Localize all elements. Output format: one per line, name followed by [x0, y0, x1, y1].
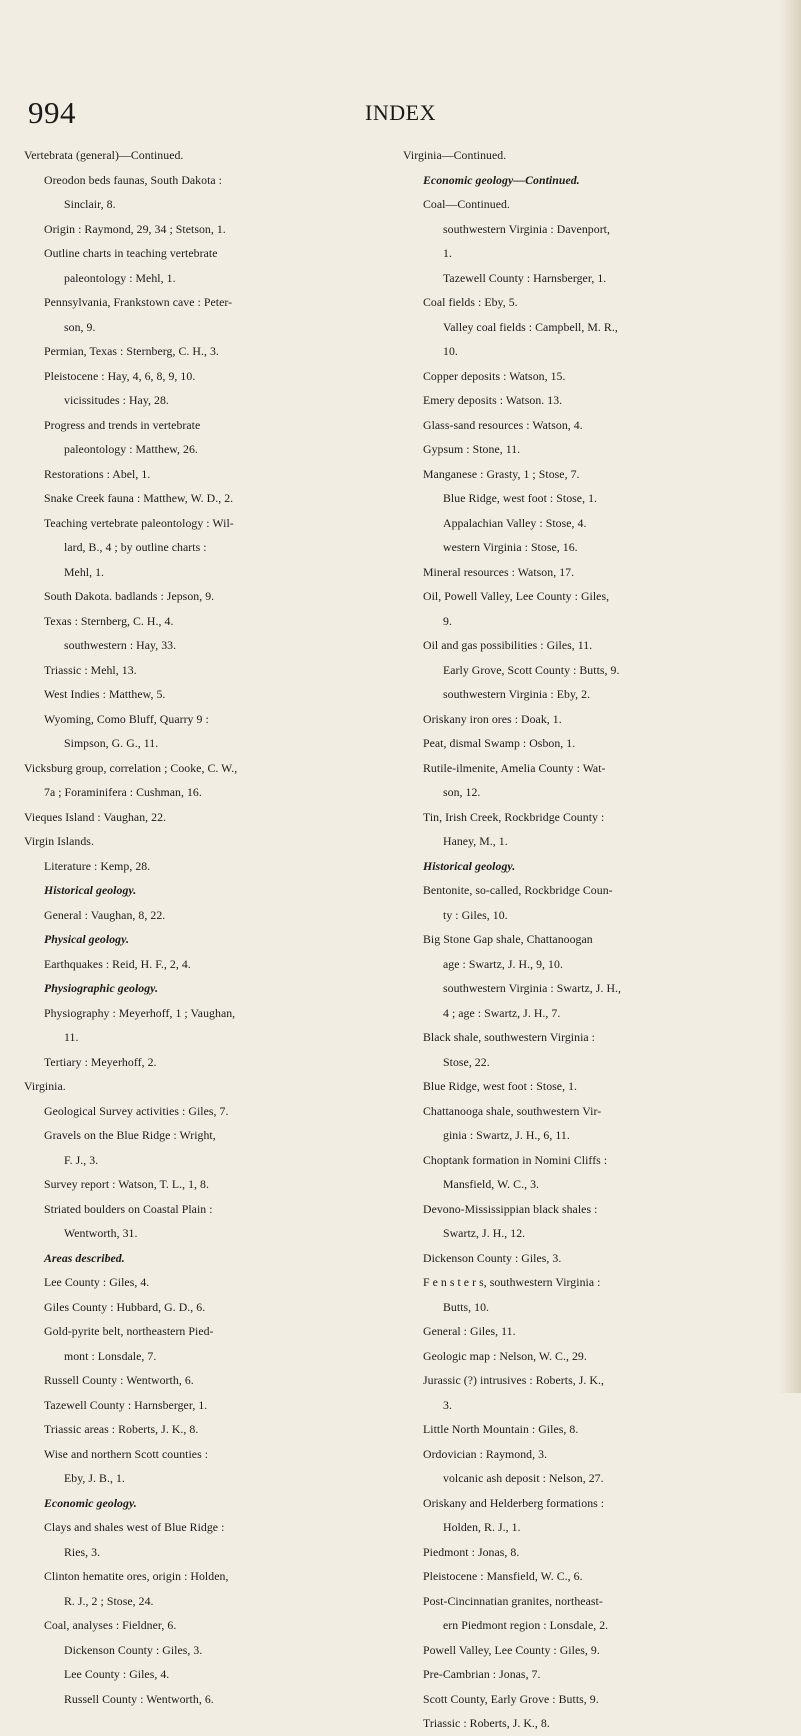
page-header [0, 96, 801, 136]
index-entry-line: lard, B., 4 ; by outline charts : [64, 540, 207, 554]
index-entry-line: ginia : Swartz, J. H., 6, 11. [443, 1128, 570, 1142]
index-entry-line: Virginia—Continued. [403, 148, 507, 162]
index-entry-line: Triassic areas : Roberts, J. K., 8. [44, 1422, 199, 1436]
index-entry-line: Eby, J. B., 1. [64, 1471, 125, 1485]
index-entry-line: Progress and trends in vertebrate [44, 417, 201, 432]
index-entry-line: Blue Ridge, west foot : Stose, 1. [423, 1079, 578, 1093]
index-entry-line: Little North Mountain : Giles, 8. [423, 1422, 579, 1436]
index-entry-line: Wentworth, 31. [64, 1226, 138, 1240]
index-entry-line: Triassic : Mehl, 13. [44, 662, 137, 677]
index-entry-line: Clays and shales west of Blue Ridge : [44, 1520, 225, 1534]
section-heading: Areas described. [44, 1250, 125, 1265]
index-entry-line: paleontology : Mehl, 1. [64, 270, 176, 285]
index-entry-line: 1. [443, 246, 452, 260]
index-entry-line: Mansfield, W. C., 3. [443, 1177, 540, 1191]
index-entry-line: Lee County : Giles, 4. [64, 1667, 170, 1681]
index-entry-line: 7a ; Foraminifera : Cushman, 16. [44, 785, 202, 799]
index-entry-line: Coal—Continued. [423, 197, 510, 211]
index-entry-line: F e n s t e r s, southwestern Virginia : [423, 1275, 601, 1289]
index-entry-line: Survey report : Watson, T. L., 1, 8. [44, 1177, 210, 1191]
index-entry-line: Coal fields : Eby, 5. [423, 295, 518, 309]
index-entry-line: Peat, dismal Swamp : Osbon, 1. [423, 736, 576, 750]
index-entry-line: F. J., 3. [64, 1152, 99, 1167]
index-entry-line: Vieques Island : Vaughan, 22. [24, 809, 167, 824]
index-entry-line: Black shale, southwestern Virginia : [423, 1030, 596, 1044]
index-entry-line: 9. [443, 613, 452, 628]
index-entry-line: Chattanooga shale, southwestern Vir- [423, 1103, 602, 1118]
index-entry-line: southwestern Virginia : Davenport, [443, 221, 610, 236]
section-heading: Economic geology. [44, 1495, 137, 1510]
index-entry-line: Vertebrata (general)—Continued. [24, 148, 184, 162]
index-entry-line: ern Piedmont region : Lonsdale, 2. [443, 1618, 609, 1632]
index-entry-line: Piedmont : Jonas, 8. [423, 1544, 520, 1559]
index-entry-line: Oriskany and Helderberg formations : [423, 1495, 605, 1510]
index-entry-line: 10. [443, 344, 458, 358]
index-entry-line: Virgin Islands. [24, 834, 94, 848]
index-entry-line: Powell Valley, Lee County : Giles, 9. [423, 1642, 600, 1657]
index-entry-line: southwestern : Hay, 33. [64, 638, 177, 652]
index-entry-line: Ries, 3. [64, 1544, 101, 1559]
index-entry-line: vicissitudes : Hay, 28. [64, 393, 169, 407]
index-entry-line: Physiography : Meyerhoff, 1 ; Vaughan, [44, 1005, 236, 1020]
index-entry-line: Swartz, J. H., 12. [443, 1226, 526, 1240]
index-entry-line: Gypsum : Stone, 11. [423, 442, 521, 456]
index-entry-line: Coal, analyses : Fieldner, 6. [44, 1618, 177, 1632]
index-entry-line: 3. [443, 1397, 452, 1412]
index-entry-line: Appalachian Valley : Stose, 4. [443, 515, 587, 530]
index-entry-line: Oil and gas possibilities : Giles, 11. [423, 638, 593, 652]
index-entry-line: Russell County : Wentworth, 6. [44, 1373, 194, 1387]
index-entry-line: Mehl, 1. [64, 564, 105, 579]
index-entry-line: southwestern Virginia : Swartz, J. H., [443, 981, 622, 995]
index-entry-line: Dickenson County : Giles, 3. [64, 1642, 203, 1657]
index-entry-line: Ordovician : Raymond, 3. [423, 1446, 548, 1461]
index-entry-line: Permian, Texas : Sternberg, C. H., 3. [44, 344, 219, 358]
index-entry-line: Teaching vertebrate paleontology : Wil- [44, 515, 234, 530]
index-entry-line: R. J., 2 ; Stose, 24. [64, 1593, 154, 1608]
index-entry-line: Valley coal fields : Campbell, M. R., [443, 319, 618, 334]
index-entry-line: volcanic ash deposit : Nelson, 27. [443, 1471, 604, 1485]
index-entry-line: Geologic map : Nelson, W. C., 29. [423, 1348, 587, 1363]
index-entry-line: Early Grove, Scott County : Butts, 9. [443, 662, 620, 677]
index-entry-line: Sinclair, 8. [64, 197, 116, 211]
index-entry-line: Tin, Irish Creek, Rockbridge County : [423, 809, 605, 824]
index-entry-line: Holden, R. J., 1. [443, 1520, 521, 1534]
running-head: INDEX [365, 100, 436, 125]
index-entry-line: Emery deposits : Watson. 13. [423, 393, 563, 407]
index-entry-line: South Dakota. badlands : Jepson, 9. [44, 589, 215, 603]
index-entry-line: Mineral resources : Watson, 17. [423, 564, 575, 579]
index-entry-line: Pre-Cambrian : Jonas, 7. [423, 1667, 541, 1681]
index-entry-line: Big Stone Gap shale, Chattanoogan [423, 932, 593, 946]
index-entry-line: son, 12. [443, 785, 481, 799]
section-heading: Historical geology. [423, 858, 516, 873]
index-entry-line: Wise and northern Scott counties : [44, 1446, 209, 1461]
index-entry-line: Earthquakes : Reid, H. F., 2, 4. [44, 956, 191, 971]
index-entry-line: Blue Ridge, west foot : Stose, 1. [443, 491, 598, 505]
index-entry-line: ty : Giles, 10. [443, 907, 508, 922]
index-entry-line: General : Vaughan, 8, 22. [44, 907, 166, 922]
page-number: 994 [28, 95, 76, 130]
index-entry-line: Vicksburg group, correlation ; Cooke, C. W., [24, 760, 238, 775]
index-entry-line: Bentonite, so-called, Rockbridge Coun- [423, 883, 613, 897]
index-entry-line: western Virginia : Stose, 16. [443, 540, 578, 554]
index-entry-line: Gold-pyrite belt, northeastern Pied- [44, 1324, 214, 1338]
index-entry-line: Triassic : Roberts, J. K., 8. [423, 1716, 550, 1730]
index-entry-line: Oil, Powell Valley, Lee County : Giles, [423, 589, 610, 603]
section-heading: Physical geology. [44, 932, 129, 946]
index-entry-line: West Indies : Matthew, 5. [44, 687, 166, 701]
index-entry-line: Devono-Mississippian black shales : [423, 1201, 598, 1216]
index-entry-line: southwestern Virginia : Eby, 2. [443, 687, 591, 701]
index-entry-line: Dickenson County : Giles, 3. [423, 1250, 562, 1265]
index-entry-line: paleontology : Matthew, 26. [64, 442, 198, 456]
index-entry-line: Stose, 22. [443, 1054, 490, 1069]
index-entry-line: Virginia. [24, 1079, 66, 1093]
index-entry-line: Literature : Kemp, 28. [44, 858, 151, 873]
index-entry-line: Lee County : Giles, 4. [44, 1275, 150, 1289]
index-entry-line: Rutile-ilmenite, Amelia County : Wat- [423, 760, 606, 775]
section-heading: Physiographic geology. [44, 981, 159, 995]
index-entry-line: Oreodon beds faunas, South Dakota : [44, 172, 223, 187]
index-entry-line: Giles County : Hubbard, G. D., 6. [44, 1299, 206, 1314]
index-entry-line: Simpson, G. G., 11. [64, 736, 159, 750]
index-entry-line: Jurassic (?) intrusives : Roberts, J. K., [423, 1373, 604, 1387]
index-entry-line: age : Swartz, J. H., 9, 10. [443, 956, 563, 971]
index-entry-line: Post-Cincinnatian granites, northeast- [423, 1593, 603, 1608]
index-entry-line: Pleistocene : Hay, 4, 6, 8, 9, 10. [44, 368, 196, 383]
index-entry-line: Striated boulders on Coastal Plain : [44, 1201, 213, 1216]
index-entry-line: Texas : Sternberg, C. H., 4. [44, 613, 174, 628]
index-entry-line: Butts, 10. [443, 1299, 490, 1314]
section-heading: Economic geology—Continued. [423, 172, 580, 187]
index-column-left [24, 143, 388, 1711]
index-entry-line: Oriskany iron ores : Doak, 1. [423, 711, 562, 726]
index-entry-line: Restorations : Abel, 1. [44, 466, 151, 481]
index-entry-line: Tazewell County : Harnsberger, 1. [44, 1397, 208, 1412]
index-entry-line: Glass-sand resources : Watson, 4. [423, 417, 583, 432]
index-entry-line: Snake Creek fauna : Matthew, W. D., 2. [44, 491, 234, 505]
index-entry-line: Manganese : Grasty, 1 ; Stose, 7. [423, 466, 580, 481]
index-entry-line: Choptank formation in Nomini Cliffs : [423, 1152, 608, 1167]
index-entry-line: son, 9. [64, 319, 96, 334]
index-entry-line: Geological Survey activities : Giles, 7. [44, 1103, 229, 1118]
index-entry-line: Gravels on the Blue Ridge : Wright, [44, 1128, 216, 1142]
index-entry-line: Origin : Raymond, 29, 34 ; Stetson, 1. [44, 221, 226, 236]
index-entry-line: 4 ; age : Swartz, J. H., 7. [443, 1005, 561, 1020]
index-entry-line: General : Giles, 11. [423, 1324, 516, 1338]
index-entry-line: Pennsylvania, Frankstown cave : Peter- [44, 295, 233, 309]
index-entry-line: Tazewell County : Harnsberger, 1. [443, 270, 607, 285]
index-entry-line: Outline charts in teaching vertebrate [44, 246, 218, 260]
index-entry-line: Russell County : Wentworth, 6. [64, 1691, 214, 1706]
index-entry-line: Haney, M., 1. [443, 834, 508, 848]
index-column-right [403, 143, 781, 1736]
index-entry-line: Wyoming, Como Bluff, Quarry 9 : [44, 711, 209, 726]
section-heading: Historical geology. [44, 883, 137, 897]
index-entry-line: Clinton hematite ores, origin : Holden, [44, 1569, 229, 1583]
index-entry-line: Pleistocene : Mansfield, W. C., 6. [423, 1569, 583, 1583]
index-entry-line: Copper deposits : Watson, 15. [423, 368, 566, 383]
index-entry-line: 11. [64, 1030, 79, 1044]
index-entry-line: Scott County, Early Grove : Butts, 9. [423, 1691, 599, 1706]
index-entry-line: mont : Lonsdale, 7. [64, 1348, 157, 1363]
index-entry-line: Tertiary : Meyerhoff, 2. [44, 1054, 157, 1069]
